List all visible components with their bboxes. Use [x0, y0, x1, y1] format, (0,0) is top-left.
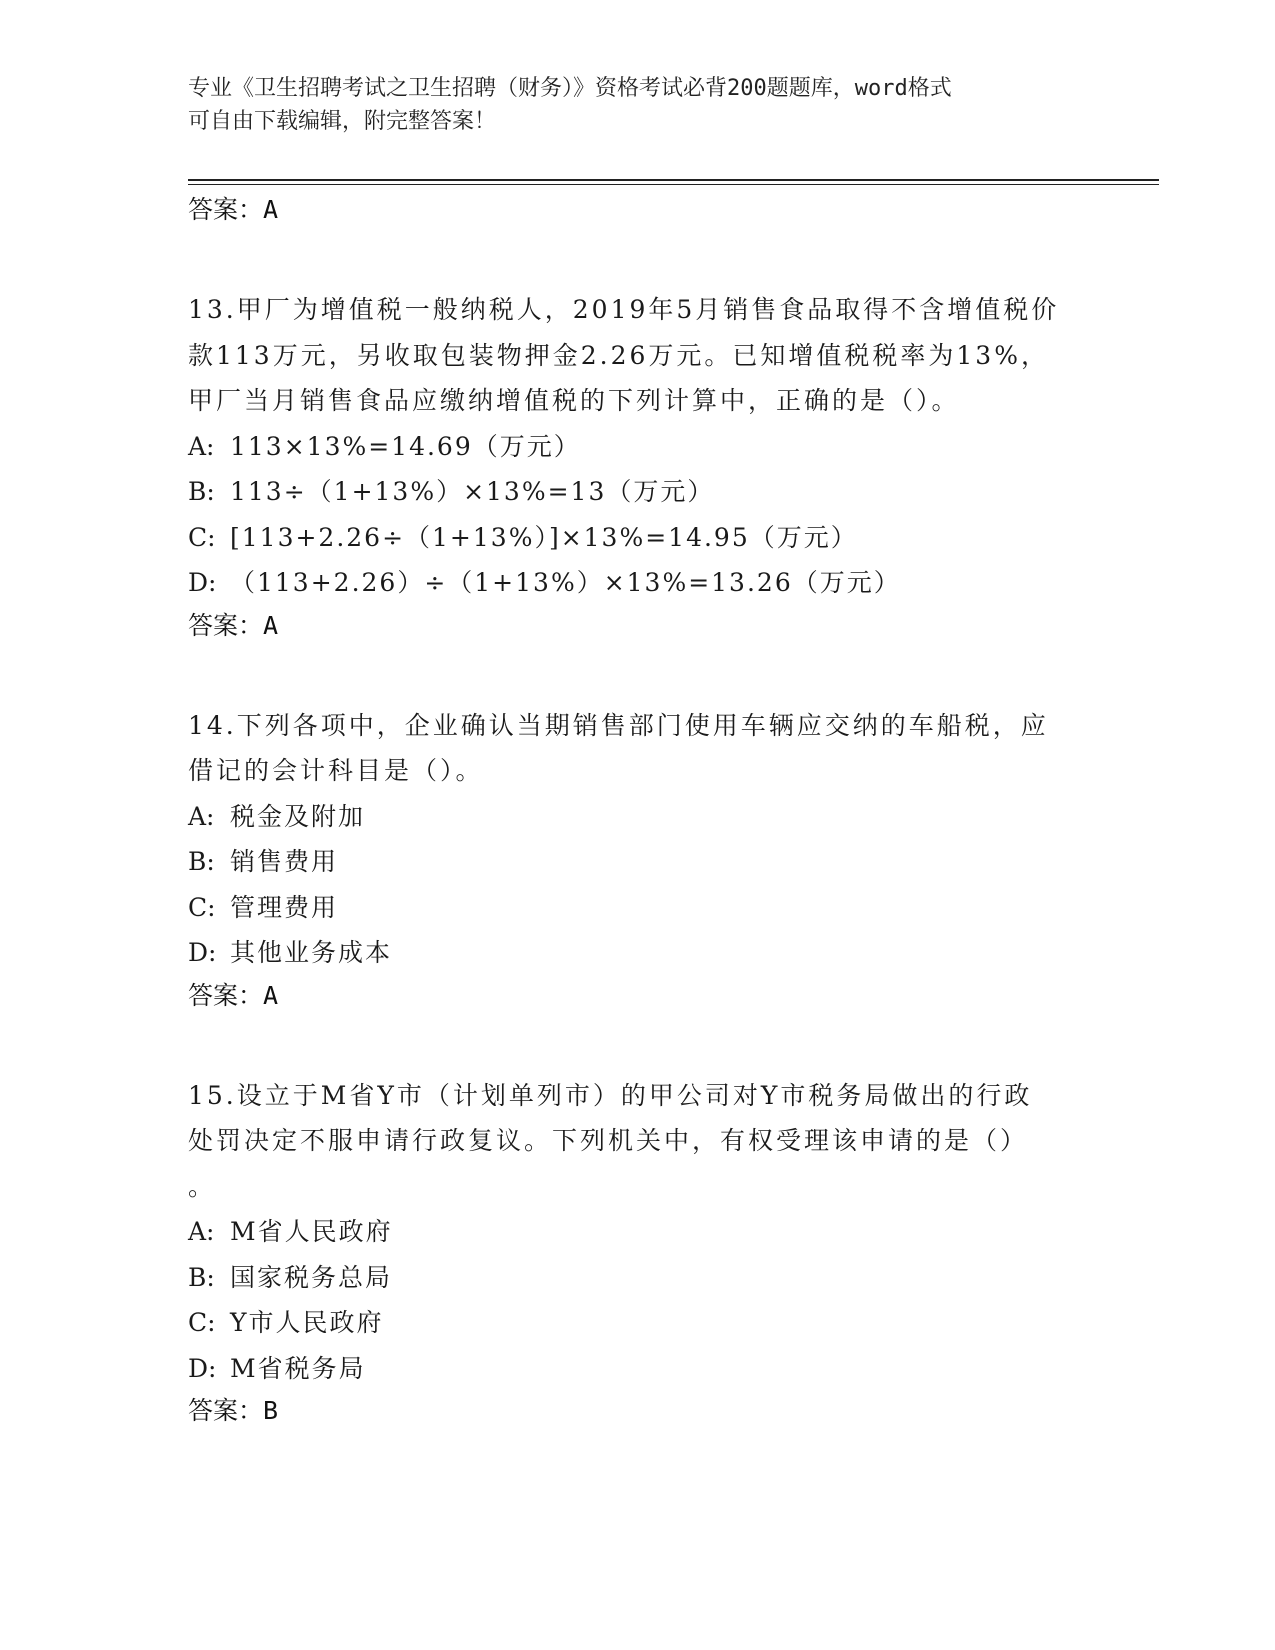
option-c: C: [113+2.26÷（1+13%）]×13%=14.95（万元）	[188, 522, 858, 552]
question-answer	[188, 606, 1088, 646]
option-b: B: 销售费用	[188, 847, 339, 876]
option-d: D: （113+2.26）÷（1+13%）×13%=13.26（万元）	[188, 568, 901, 597]
page-header	[188, 72, 1088, 138]
question-text	[188, 703, 1088, 794]
header-line-1: 专业《卫生招聘考试之卫生招聘（财务）》资格考试必背200题题库，word格式	[188, 76, 952, 101]
question-line: 款113万元，另收取包装物押金2.26万元。已知增值税税率为13%，	[188, 340, 1049, 370]
question-text	[188, 287, 1088, 424]
header-divider-thin	[188, 184, 1159, 185]
option-d: D: 其他业务成本	[188, 938, 393, 967]
question-14	[188, 703, 1088, 1016]
option-a: A: 113×13%=14.69（万元）	[188, 431, 581, 461]
question-list	[188, 190, 1088, 1431]
question-line: 13.甲厂为增值税一般纳税人，2019年5月销售食品取得不含增值税价	[188, 295, 1060, 324]
option-c: C: Y市人民政府	[188, 1308, 384, 1337]
question-line: 甲厂当月销售食品应缴纳增值税的下列计算中，正确的是（）。	[188, 386, 960, 415]
answer-label: 答案：	[188, 980, 264, 1010]
question-answer	[188, 976, 1088, 1016]
answer-label: 答案：	[188, 1396, 264, 1425]
question-line: 14.下列各项中，企业确认当期销售部门使用车辆应交纳的车船税，应	[188, 710, 1049, 740]
question-line: 15.设立于M省Y市（计划单列市）的甲公司对Y市税务局做出的行政	[188, 1080, 1033, 1110]
answer-value: B	[263, 1396, 279, 1425]
option-b: B: 国家税务总局	[188, 1262, 393, 1292]
answer-value: A	[263, 610, 279, 640]
answer-value: A	[263, 195, 279, 224]
option-d: D: M省税务局	[188, 1353, 366, 1383]
option-a: A: M省人民政府	[188, 1217, 393, 1246]
question-15	[188, 1073, 1088, 1432]
header-line-2: 可自由下载编辑，附完整答案！	[188, 109, 497, 134]
question-line: 借记的会计科目是（）。	[188, 756, 484, 785]
question-text	[188, 1073, 1088, 1210]
option-c: C: 管理费用	[188, 892, 339, 922]
option-a: A: 税金及附加	[188, 801, 366, 831]
question-line: 处罚决定不服申请行政复议。下列机关中，有权受理该申请的是（）	[188, 1126, 1029, 1155]
answer-value: A	[263, 980, 279, 1010]
header-divider-thick	[188, 179, 1159, 181]
question-answer	[188, 1391, 1088, 1431]
question-13	[188, 287, 1088, 646]
question-line: 。	[188, 1171, 217, 1201]
answer-label: 答案：	[188, 195, 264, 224]
option-b: B: 113÷（1+13%）×13%=13（万元）	[188, 477, 715, 506]
previous-answer	[188, 190, 1088, 230]
answer-label: 答案：	[188, 610, 264, 640]
